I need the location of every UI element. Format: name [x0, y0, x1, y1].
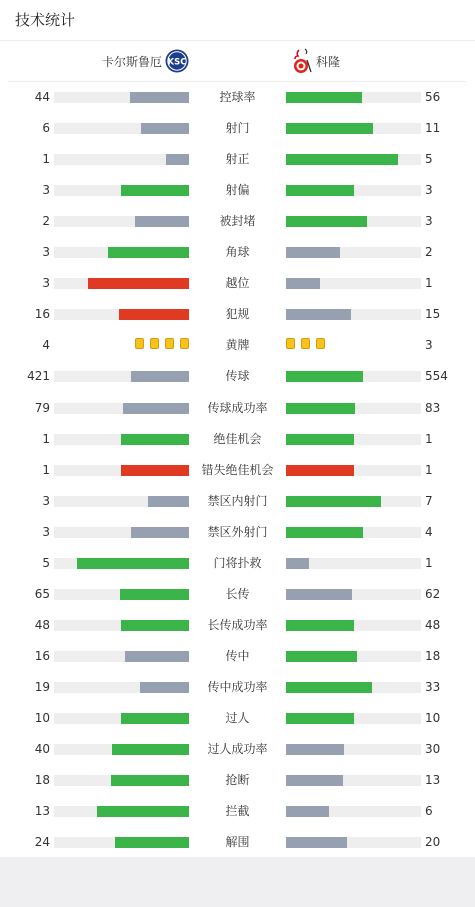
- away-bar-track: [286, 744, 421, 755]
- stat-row: [0, 330, 475, 361]
- stat-label: 越位: [225, 276, 250, 291]
- stat-row: [0, 455, 475, 486]
- stat-label: 长传成功率: [207, 617, 268, 632]
- away-value: 11: [425, 121, 441, 136]
- stat-row: [0, 206, 475, 237]
- stat-row: [0, 393, 475, 424]
- stat-label: 禁区外射门: [207, 524, 268, 539]
- away-value: 30: [425, 742, 441, 757]
- stat-label: 传中: [225, 648, 250, 663]
- stat-label: 门将扑救: [213, 555, 262, 570]
- away-bar-track: [286, 123, 421, 134]
- away-bar-track: [286, 651, 421, 662]
- home-value: 3: [42, 183, 50, 198]
- home-value: 13: [34, 804, 50, 819]
- stat-label: 传球成功率: [207, 400, 268, 415]
- home-bar-fill: [121, 713, 189, 724]
- home-team-logo-icon: [165, 49, 189, 73]
- home-bar-fill: [123, 403, 189, 414]
- home-bar-fill: [97, 806, 189, 817]
- home-bar-fill: [120, 589, 189, 600]
- home-bar-track: [54, 403, 189, 414]
- home-bar-track: [54, 589, 189, 600]
- away-bar-track: [286, 620, 421, 631]
- away-bar-track: [286, 309, 421, 320]
- home-value: 3: [42, 245, 50, 260]
- home-value: 44: [34, 90, 50, 104]
- stat-label: 绝佳机会: [213, 431, 262, 446]
- stat-row: [0, 796, 475, 827]
- stat-row: [0, 82, 475, 113]
- home-bar-fill: [135, 216, 189, 227]
- away-bar-fill: [286, 92, 362, 103]
- home-bar-track: [54, 682, 189, 693]
- stat-label: 解围: [225, 835, 250, 850]
- stat-label: 长传: [225, 586, 250, 601]
- away-bar-fill: [286, 154, 398, 165]
- away-bar-track: [286, 185, 421, 196]
- away-bar-track: [286, 247, 421, 258]
- away-yellow-cards: [286, 338, 331, 351]
- home-bar-track: [54, 123, 189, 134]
- away-value: 1: [425, 462, 433, 477]
- home-value: 24: [34, 835, 50, 850]
- home-bar-fill: [115, 837, 189, 848]
- home-value: 16: [34, 648, 50, 663]
- home-value: 2: [42, 214, 50, 229]
- stat-row: [0, 299, 475, 330]
- home-bar-fill: [121, 465, 189, 476]
- away-value: 2: [425, 245, 433, 260]
- teams-header: [8, 41, 466, 82]
- home-value: 3: [42, 276, 50, 291]
- stat-label: 犯规: [225, 307, 250, 322]
- stat-row: [0, 361, 475, 392]
- away-bar-fill: [286, 806, 329, 817]
- stat-row: [0, 268, 475, 299]
- away-value: 3: [425, 338, 433, 353]
- stat-label: 抢断: [225, 773, 250, 788]
- home-value: 1: [42, 462, 50, 477]
- stat-row: [0, 610, 475, 641]
- away-value: 33: [425, 679, 441, 694]
- away-bar-fill: [286, 371, 363, 382]
- stat-row: [0, 548, 475, 579]
- home-team[interactable]: [102, 49, 189, 73]
- home-bar-track: [54, 92, 189, 103]
- away-bar-track: [286, 775, 421, 786]
- yellow-card-icon: [165, 338, 174, 349]
- stat-row: [0, 175, 475, 206]
- home-bar-track: [54, 247, 189, 258]
- away-bar-track: [286, 465, 421, 476]
- home-bar-track: [54, 713, 189, 724]
- away-bar-fill: [286, 278, 320, 289]
- home-value: 18: [34, 773, 50, 788]
- away-bar-track: [286, 434, 421, 445]
- home-value: 40: [34, 742, 50, 757]
- home-bar-fill: [77, 558, 189, 569]
- away-bar-track: [286, 154, 421, 165]
- home-bar-fill: [88, 278, 189, 289]
- home-bar-track: [54, 216, 189, 227]
- yellow-card-icon: [180, 338, 189, 349]
- home-bar-fill: [108, 247, 189, 258]
- yellow-card-icon: [301, 338, 310, 349]
- yellow-card-icon: [150, 338, 159, 349]
- away-bar-fill: [286, 403, 355, 414]
- away-bar-track: [286, 92, 421, 103]
- home-bar-track: [54, 154, 189, 165]
- home-bar-fill: [130, 92, 189, 103]
- away-bar-track: [286, 682, 421, 693]
- away-bar-fill: [286, 434, 354, 445]
- page-title: 技术统计: [15, 11, 76, 29]
- away-bar-track: [286, 558, 421, 569]
- home-bar-track: [54, 496, 189, 507]
- home-bar-fill: [141, 123, 189, 134]
- away-bar-track: [286, 403, 421, 414]
- away-bar-fill: [286, 185, 354, 196]
- away-bar-fill: [286, 713, 354, 724]
- home-bar-track: [54, 806, 189, 817]
- home-bar-fill: [166, 154, 189, 165]
- away-value: 7: [425, 493, 433, 508]
- home-bar-track: [54, 837, 189, 848]
- home-value: 421: [27, 369, 50, 384]
- stat-label: 黄牌: [225, 338, 250, 353]
- home-bar-fill: [131, 527, 189, 538]
- away-bar-fill: [286, 775, 343, 786]
- stat-row: [0, 144, 475, 175]
- home-bar-track: [54, 371, 189, 382]
- away-bar-track: [286, 496, 421, 507]
- home-bar-fill: [131, 371, 189, 382]
- stat-label: 错失绝佳机会: [201, 462, 274, 477]
- away-team-logo-icon: [292, 48, 314, 74]
- home-bar-track: [54, 527, 189, 538]
- away-bar-fill: [286, 837, 347, 848]
- away-bar-fill: [286, 465, 354, 476]
- home-value: 79: [34, 400, 50, 415]
- away-bar-fill: [286, 247, 340, 258]
- stat-label: 射正: [225, 152, 250, 167]
- home-bar-fill: [121, 185, 189, 196]
- away-value: 1: [425, 555, 433, 570]
- away-team[interactable]: [292, 48, 340, 74]
- away-bar-track: [286, 527, 421, 538]
- away-bar-track: [286, 806, 421, 817]
- yellow-card-icon: [286, 338, 295, 349]
- home-value: 3: [42, 493, 50, 508]
- stat-label: 射偏: [225, 183, 250, 198]
- away-value: 20: [425, 835, 441, 850]
- away-value: 3: [425, 183, 433, 198]
- away-bar-track: [286, 837, 421, 848]
- away-value: 62: [425, 586, 441, 601]
- away-value: 5: [425, 152, 433, 167]
- away-bar-track: [286, 371, 421, 382]
- home-yellow-cards: [129, 338, 189, 351]
- stat-label: 禁区内射门: [207, 493, 268, 508]
- stat-row: [0, 579, 475, 610]
- home-team-logo-text: KSC: [167, 57, 187, 68]
- away-value: 56: [425, 90, 441, 104]
- stat-row: [0, 486, 475, 517]
- stat-row: [0, 641, 475, 672]
- away-bar-fill: [286, 651, 357, 662]
- home-value: 16: [34, 307, 50, 322]
- home-bar-fill: [140, 682, 189, 693]
- stat-row: [0, 672, 475, 703]
- home-value: 3: [42, 524, 50, 539]
- away-team-name: 科隆: [316, 54, 341, 69]
- home-value: 1: [42, 431, 50, 446]
- home-team-name: 卡尔斯鲁厄: [101, 54, 162, 69]
- home-value: 5: [42, 555, 50, 570]
- home-bar-track: [54, 744, 189, 755]
- away-bar-fill: [286, 216, 367, 227]
- stat-row: [0, 827, 475, 858]
- stat-row: [0, 237, 475, 268]
- home-value: 65: [34, 586, 50, 601]
- away-bar-fill: [286, 589, 352, 600]
- away-value: 48: [425, 617, 441, 632]
- home-value: 4: [42, 338, 50, 353]
- home-value: 48: [34, 617, 50, 632]
- away-bar-track: [286, 589, 421, 600]
- away-bar-track: [286, 216, 421, 227]
- away-value: 15: [425, 307, 441, 322]
- stat-label: 过人成功率: [207, 742, 268, 757]
- away-value: 10: [425, 711, 441, 725]
- away-bar-fill: [286, 527, 363, 538]
- away-bar-fill: [286, 744, 344, 755]
- stat-label: 传中成功率: [207, 679, 268, 694]
- home-bar-track: [54, 465, 189, 476]
- home-bar-track: [54, 620, 189, 631]
- home-bar-fill: [111, 775, 189, 786]
- stat-row: [0, 765, 475, 796]
- away-bar-track: [286, 713, 421, 724]
- away-value: 1: [425, 431, 433, 446]
- home-bar-fill: [148, 496, 189, 507]
- home-value: 10: [34, 711, 50, 725]
- away-value: 4: [425, 524, 433, 539]
- away-value: 6: [425, 804, 433, 819]
- away-value: 1: [425, 276, 433, 291]
- stat-row: [0, 734, 475, 765]
- away-value: 3: [425, 214, 433, 229]
- home-bar-track: [54, 558, 189, 569]
- away-bar-fill: [286, 682, 372, 693]
- home-bar-fill: [125, 651, 189, 662]
- stat-label: 被封堵: [219, 214, 256, 229]
- stat-label: 角球: [225, 245, 250, 260]
- home-bar-fill: [119, 309, 189, 320]
- stat-row: [0, 517, 475, 548]
- home-value: 1: [42, 152, 50, 167]
- away-bar-fill: [286, 620, 354, 631]
- away-bar-fill: [286, 496, 381, 507]
- home-bar-fill: [121, 434, 189, 445]
- stat-label: 传球: [225, 369, 250, 384]
- away-bar-fill: [286, 123, 373, 134]
- home-bar-track: [54, 651, 189, 662]
- stat-row: [0, 703, 475, 734]
- away-value: 554: [425, 369, 448, 384]
- home-bar-track: [54, 278, 189, 289]
- home-bar-track: [54, 434, 189, 445]
- away-value: 18: [425, 648, 441, 663]
- away-value: 83: [425, 400, 441, 415]
- yellow-card-icon: [135, 338, 144, 349]
- home-bar-fill: [112, 744, 189, 755]
- home-bar-track: [54, 775, 189, 786]
- stat-label: 拦截: [225, 804, 250, 819]
- home-value: 19: [34, 679, 50, 694]
- home-value: 6: [42, 121, 50, 136]
- away-bar-fill: [286, 558, 309, 569]
- away-bar-track: [286, 278, 421, 289]
- home-bar-fill: [121, 620, 189, 631]
- stat-label: 控球率: [219, 90, 256, 104]
- stat-label: 过人: [225, 711, 250, 725]
- home-bar-track: [54, 185, 189, 196]
- away-value: 13: [425, 773, 441, 788]
- yellow-card-icon: [316, 338, 325, 349]
- away-bar-fill: [286, 309, 351, 320]
- home-bar-track: [54, 309, 189, 320]
- stat-label: 射门: [225, 121, 250, 136]
- stat-row: [0, 113, 475, 144]
- stat-row: [0, 424, 475, 455]
